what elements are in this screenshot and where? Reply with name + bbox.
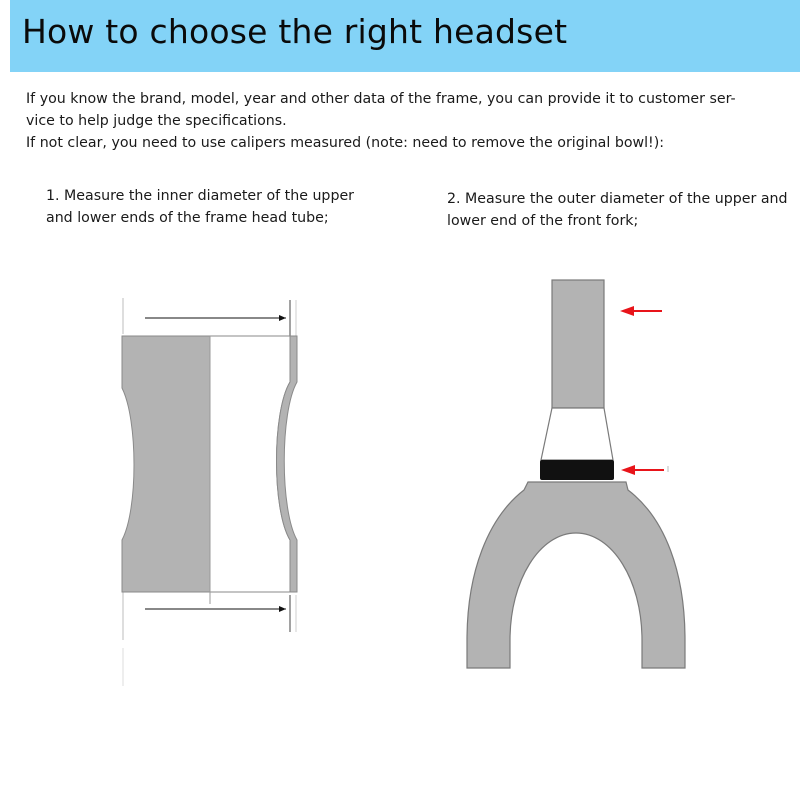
fork-crown-and-legs (467, 482, 685, 668)
steerer-tube (552, 280, 604, 408)
lower-outer-diameter-arrow (621, 465, 668, 475)
intro-line-1: If you know the brand, model, year and other data of the frame, you can provide it to customer ser- (26, 91, 736, 107)
head-tube-figure (122, 298, 297, 686)
upper-outer-diameter-arrow (620, 306, 662, 316)
intro-line-2: vice to help judge the specifications. (26, 113, 287, 129)
intro-line-3: If not clear, you need to use calipers measured (note: need to remove the original bowl!): (26, 135, 665, 151)
crown-race-seat (540, 460, 614, 480)
tapered-steerer-section (541, 408, 613, 460)
step-2-text: 2. Measure the outer diameter of the upper and lower end of the front fork; (447, 191, 788, 229)
head-tube-wall-left (122, 336, 210, 592)
page-title: How to choose the right headset (22, 12, 568, 51)
step-1-text: 1. Measure the inner diameter of the upper and lower ends of the frame head tube; (46, 188, 355, 226)
front-fork-figure (467, 280, 685, 668)
